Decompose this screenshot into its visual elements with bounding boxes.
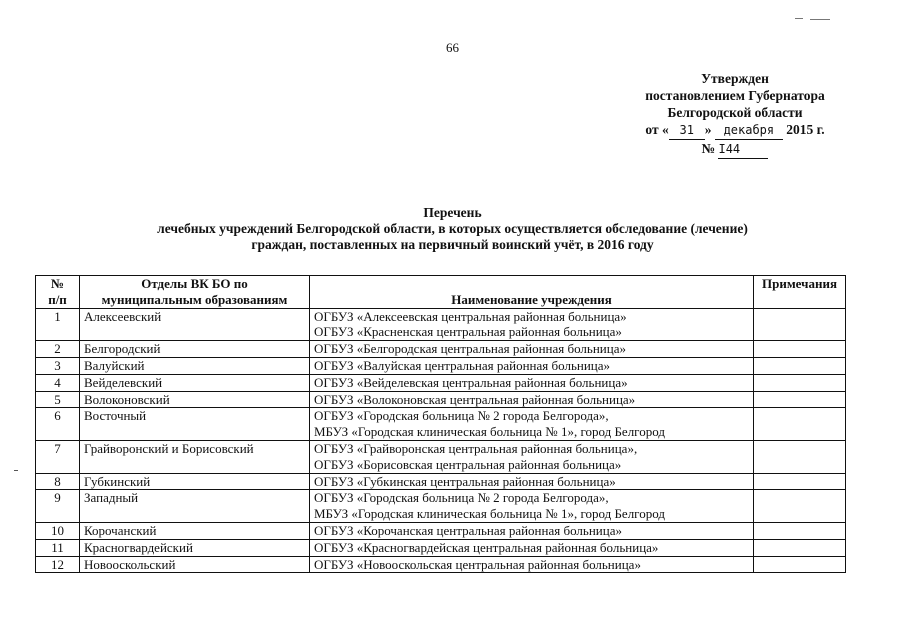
row-note (754, 522, 846, 539)
institution-line: ОГБУЗ «Алексеевская центральная районная больница» (314, 308, 627, 324)
approval-date (600, 121, 870, 140)
approval-stamp (600, 70, 870, 159)
row-department: Новооскольский (80, 556, 310, 573)
approval-line: постановлением Губернатора (645, 88, 825, 103)
approval-line: Белгородской области (667, 105, 803, 120)
header-number-line2: п/п (48, 291, 67, 307)
row-institutions (310, 440, 754, 473)
institution-line: ОГБУЗ «Красненская центральная районная больница» (314, 324, 622, 340)
row-department: Западный (80, 490, 310, 523)
table-row (36, 374, 846, 391)
header-department-line2: муниципальным образованиям (101, 291, 288, 307)
header-number (36, 276, 80, 309)
table-row (36, 440, 846, 473)
institution-line: ОГБУЗ «Валуйская центральная районная больница» (314, 357, 611, 373)
date-year: 2015 г. (786, 122, 825, 137)
row-institutions (310, 357, 754, 374)
row-institutions (310, 391, 754, 408)
row-department: Корочанский (80, 522, 310, 539)
row-number: 2 (36, 341, 80, 358)
table-row (36, 539, 846, 556)
institution-line: ОГБУЗ «Городская больница № 2 города Белгорода», (314, 408, 609, 424)
row-number: 8 (36, 473, 80, 490)
date-prefix: от « (645, 122, 669, 137)
table-row (36, 490, 846, 523)
table-row (36, 357, 846, 374)
row-institutions (310, 490, 754, 523)
row-number: 11 (36, 539, 80, 556)
table-row (36, 473, 846, 490)
row-institutions (310, 374, 754, 391)
scan-speck (810, 19, 830, 20)
header-department (80, 276, 310, 309)
row-number: 4 (36, 374, 80, 391)
institution-line: ОГБУЗ «Городская больница № 2 города Белгорода», (314, 490, 609, 506)
row-institutions (310, 539, 754, 556)
row-department: Губкинский (80, 473, 310, 490)
table-row (36, 308, 846, 341)
institution-line: ОГБУЗ «Грайворонская центральная районная больница», (314, 440, 638, 456)
row-department: Волоконовский (80, 391, 310, 408)
row-institutions (310, 473, 754, 490)
header-notes: Примечания (754, 276, 846, 309)
institution-line: ОГБУЗ «Корочанская центральная районная больница» (314, 522, 622, 538)
institution-line: ОГБУЗ «Красногвардейская центральная районная больница» (314, 539, 659, 555)
institutions-table (35, 275, 846, 573)
row-number: 1 (36, 308, 80, 341)
institution-line: МБУЗ «Городская клиническая больница № 1», город Белгород (314, 506, 665, 522)
approval-number (600, 140, 870, 159)
row-institutions (310, 341, 754, 358)
page-number: 66 (446, 40, 459, 55)
row-department: Восточный (80, 408, 310, 441)
approval-line: Утвержден (701, 71, 769, 86)
row-note (754, 473, 846, 490)
table-row (36, 556, 846, 573)
row-department: Красногвардейский (80, 539, 310, 556)
row-department: Валуйский (80, 357, 310, 374)
header-institution: Наименование учреждения (310, 276, 754, 309)
title-line: граждан, поставленных на первичный воинский учёт, в 2016 году (251, 237, 654, 252)
row-note (754, 341, 846, 358)
row-number: 7 (36, 440, 80, 473)
institution-line: ОГБУЗ «Белгородская центральная районная больница» (314, 341, 626, 357)
row-department: Белгородский (80, 341, 310, 358)
institution-line: ОГБУЗ «Губкинская центральная районная больница» (314, 473, 616, 489)
row-institutions (310, 308, 754, 341)
institution-line: ОГБУЗ «Борисовская центральная районная больница» (314, 456, 622, 472)
table-row (36, 522, 846, 539)
row-note (754, 308, 846, 341)
margin-mark (14, 470, 18, 471)
institution-line: МБУЗ «Городская клиническая больница № 1», город Белгород (314, 424, 665, 440)
row-number: 6 (36, 408, 80, 441)
row-note (754, 374, 846, 391)
row-note (754, 539, 846, 556)
header-number-line1: № (50, 276, 65, 291)
row-institutions (310, 556, 754, 573)
scan-speck (795, 18, 803, 19)
institution-line: ОГБУЗ «Волоконовская центральная районная больница» (314, 391, 636, 407)
document-title (0, 205, 905, 253)
date-month: декабря (715, 122, 783, 140)
institution-line: ОГБУЗ «Новооскольская центральная районная больница» (314, 556, 641, 572)
table-row (36, 408, 846, 441)
row-institutions (310, 408, 754, 441)
row-note (754, 440, 846, 473)
row-institutions (310, 522, 754, 539)
row-note (754, 408, 846, 441)
table-header-row (36, 276, 846, 309)
number-prefix: № (701, 141, 716, 156)
institution-line: ОГБУЗ «Вейделевская центральная районная больница» (314, 374, 628, 390)
row-department: Алексеевский (80, 308, 310, 341)
row-department: Вейделевский (80, 374, 310, 391)
title-line: лечебных учреждений Белгородской области, в которых осуществляется обследование (лечение) (157, 221, 748, 236)
table-row (36, 391, 846, 408)
row-department: Грайворонский и Борисовский (80, 440, 310, 473)
date-mid: » (704, 122, 712, 137)
row-number: 5 (36, 391, 80, 408)
header-department-line1: Отделы ВК БО по (141, 276, 248, 291)
table-row (36, 341, 846, 358)
row-note (754, 490, 846, 523)
title-line: Перечень (423, 205, 482, 220)
row-number: 10 (36, 522, 80, 539)
row-number: 3 (36, 357, 80, 374)
row-note (754, 556, 846, 573)
row-note (754, 391, 846, 408)
row-number: 9 (36, 490, 80, 523)
document-number: I44 (718, 141, 768, 159)
row-note (754, 357, 846, 374)
row-number: 12 (36, 556, 80, 573)
date-day: 31 (669, 122, 705, 140)
